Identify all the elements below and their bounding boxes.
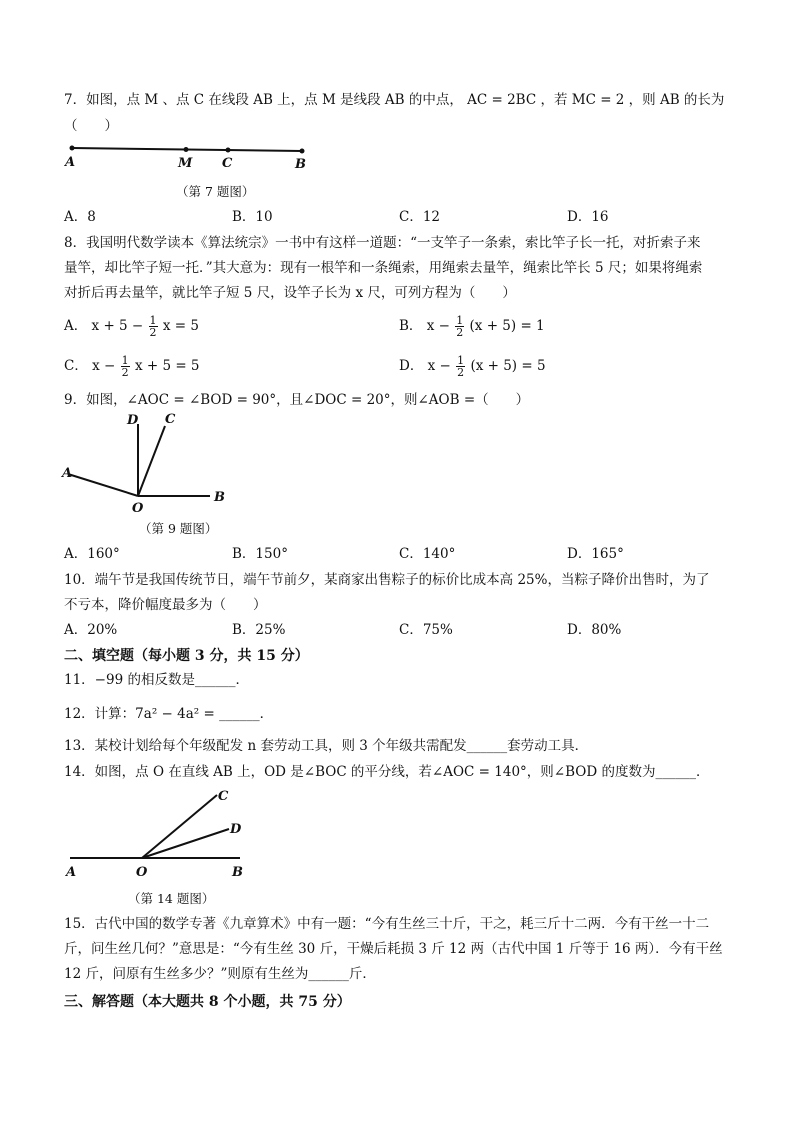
q7-option-b: B．10 <box>232 209 273 225</box>
q7-label-c: C <box>222 156 233 171</box>
section-2-heading: 二、填空题（每小题 3 分，共 15 分） <box>64 648 309 664</box>
q14-label-b: B <box>232 865 243 880</box>
section-3-heading: 三、解答题（本大题共 8 个小题，共 75 分） <box>64 994 351 1010</box>
q7-label-a: A <box>65 155 76 170</box>
q14-stem-line1: 14．如图，点 O 在直线 AB 上，OD 是∠BOC 的平分线，若∠AOC = 140°，则∠BOD 的度数为______． <box>64 764 710 780</box>
q9-option-b: B．150° <box>232 546 288 562</box>
q8-stem-line1: 8．我国明代数学读本《算法统宗》一书中有这样一道题：“一支竿子一条索，索比竿子长一托，对折索子来 <box>64 235 701 251</box>
q8-stem-line2: 量竿，却比竿子短一托．”其大意为：现有一根竿和一条绳索，用绳索去量竿，绳索比竿长 5 尺；如果将绳索 <box>64 260 703 276</box>
q12-stem: 12．计算：7a² − 4a² = ______． <box>64 706 274 722</box>
q7-option-c: C．12 <box>399 209 441 225</box>
q9-option-c: C．140° <box>399 546 456 562</box>
q7-answer-bracket: （ ） <box>64 118 118 134</box>
q8-option-a-pre: A． x + 5 − <box>64 318 144 334</box>
q9-label-b: B <box>214 490 225 505</box>
q14-ray-od <box>142 829 229 858</box>
q15-stem-line3: 12 斤，问原有生丝多少？”则原有生丝为______斤． <box>64 966 376 982</box>
q7-caption: （第 7 题图） <box>176 184 255 199</box>
q7-option-a: A．8 <box>64 209 96 225</box>
q13-stem: 13．某校计划给每个年级配发 n 套劳动工具，则 3 个年级共需配发______套劳动工具． <box>64 738 589 754</box>
q14-ray-oc <box>142 795 217 858</box>
q14-label-o: O <box>136 865 148 880</box>
q14-label-a: A <box>66 865 77 880</box>
q8-option-d-pre: D． x − <box>399 358 451 374</box>
q10-option-b: B．25% <box>232 622 286 638</box>
q15-stem-line1: 15．古代中国的数学专著《九章算术》中有一题：“今有生丝三十斤，干之，耗三斤十二两．今有干丝一十二 <box>64 916 710 932</box>
q7-stem-line1: 7．如图，点 M 、点 C 在线段 AB 上，点 M 是线段 AB 的中点， AC = 2BC ，若 MC = 2 ，则 AB 的长为 <box>64 92 725 108</box>
q8-stem-line3: 对折后再去量竿，就比竿子短 5 尺，设竿子长为 x 尺，可列方程为（ ） <box>64 285 516 301</box>
q14-label-c: C <box>218 789 229 804</box>
q8-option-a-fraction: $\frac{1}{2}$ <box>149 314 157 339</box>
q9-label-a: A <box>62 466 73 481</box>
q8-option-b-fraction: $\frac{1}{2}$ <box>456 314 464 339</box>
q9-option-d: D．165° <box>567 546 624 562</box>
q15-stem-line2: 斤，问生丝几何？”意思是：“今有生丝 30 斤，干燥后耗损 3 斤 12 两（古代中国 1 斤等于 16 两）．今有干丝 <box>64 941 723 957</box>
q10-stem-line1: 10．端午节是我国传统节日，端午节前夕，某商家出售粽子的标价比成本高 25%，当粽子降价出售时，为了 <box>64 572 710 588</box>
q7-label-m: M <box>178 156 193 171</box>
q8-option-b-post: (x + 5) = 1 <box>469 318 545 334</box>
q14-caption: （第 14 题图） <box>128 891 215 906</box>
q14-label-d: D <box>230 822 242 837</box>
q8-option-c-post: x + 5 = 5 <box>134 358 200 374</box>
q8-option-c-pre: C． x − <box>64 358 116 374</box>
q8-option-d-fraction: $\frac{1}{2}$ <box>457 354 465 379</box>
q10-option-a: A．20% <box>64 622 118 638</box>
q9-label-o: O <box>132 501 144 516</box>
q9-option-a: A．160° <box>64 546 120 562</box>
q9-stem-line1: 9．如图，∠AOC = ∠BOD = 90°，且∠DOC = 20°，则∠AOB =（ ） <box>64 392 530 408</box>
q7-option-d: D．16 <box>567 209 609 225</box>
q8-option-d-post: (x + 5) = 5 <box>470 358 546 374</box>
q10-stem-line2: 不亏本，降价幅度最多为（ ） <box>64 597 267 613</box>
q9-label-c: C <box>165 412 176 427</box>
q9-caption: （第 9 题图） <box>139 521 218 536</box>
q10-option-d: D．80% <box>567 622 622 638</box>
q8-option-c-fraction: $\frac{1}{2}$ <box>121 354 129 379</box>
q7-label-b: B <box>295 157 306 172</box>
q11-stem: 11．−99 的相反数是______． <box>64 672 249 688</box>
q10-option-c: C．75% <box>399 622 453 638</box>
q8-option-a-post: x = 5 <box>162 318 199 334</box>
q9-label-d: D <box>127 413 139 428</box>
q8-option-b-pre: B． x − <box>399 318 450 334</box>
